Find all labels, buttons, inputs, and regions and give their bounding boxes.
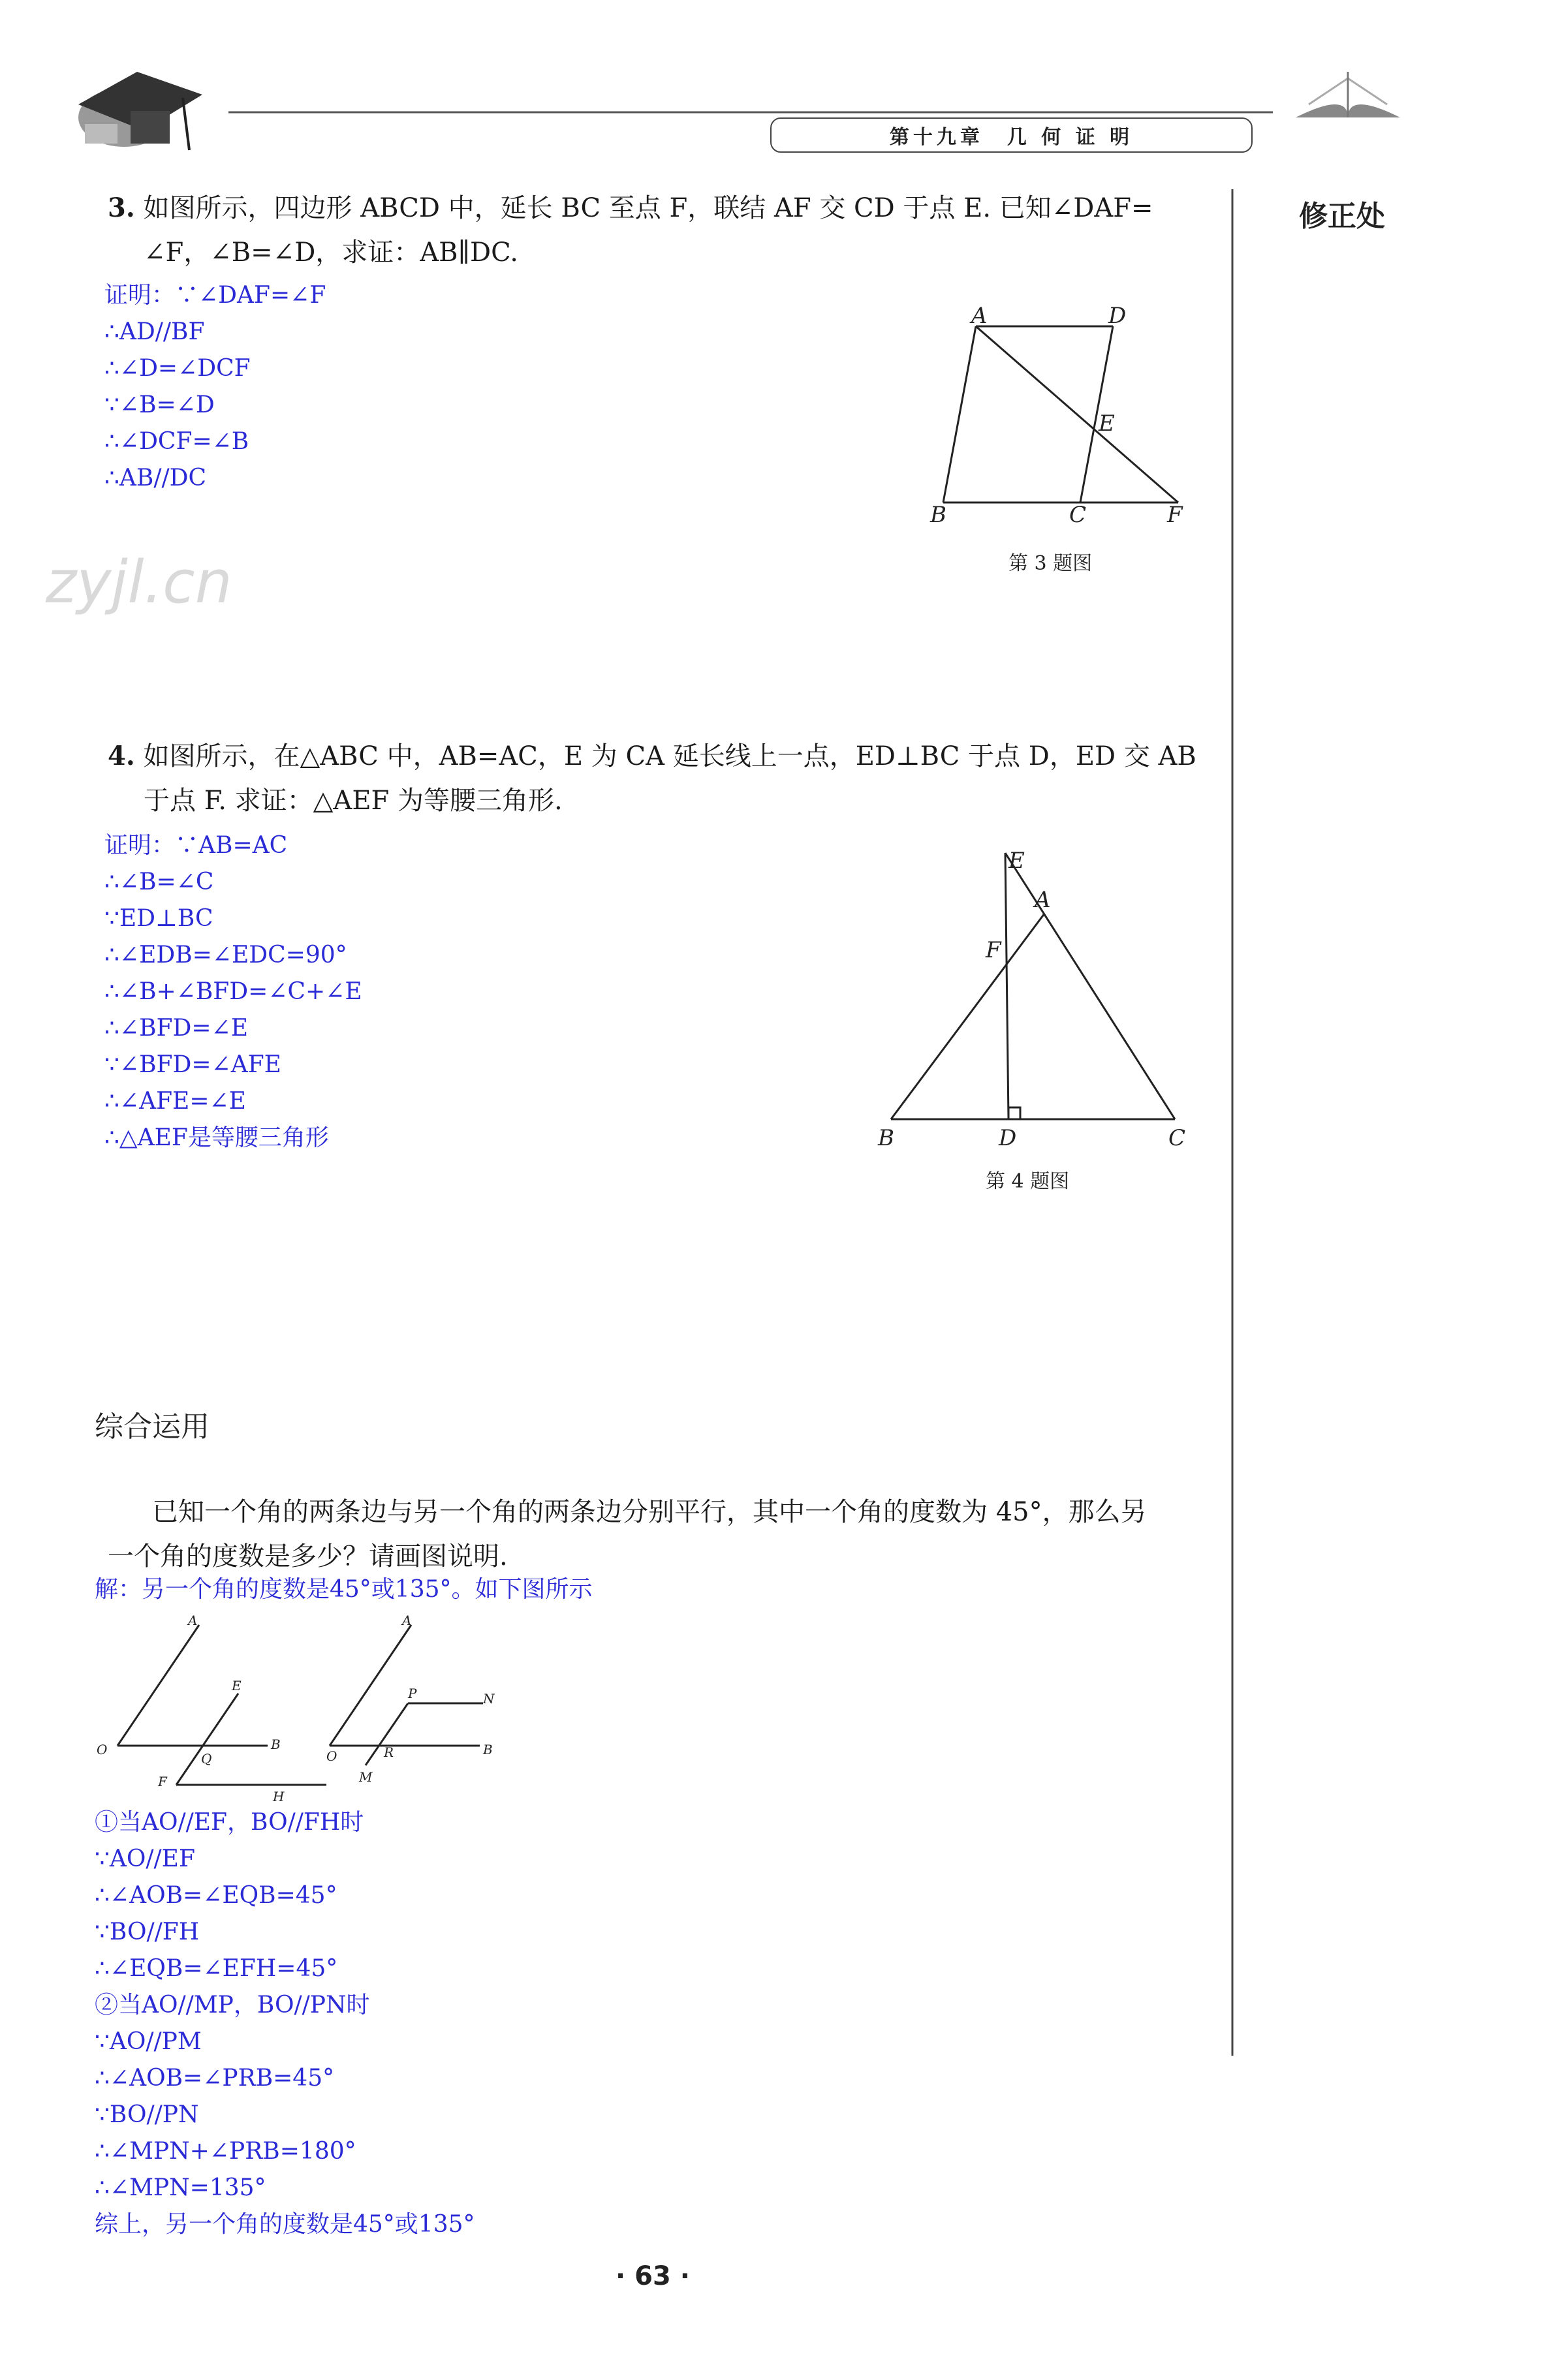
problem-3-number: 3. <box>108 193 135 223</box>
figure-5-right-label-r: R <box>384 1744 394 1760</box>
solution-line: ∴∠EDB=∠EDC=90° <box>104 942 347 968</box>
chapter-header <box>770 117 1253 153</box>
figure-4-label-f: F <box>986 937 1001 963</box>
solution-line: ②当AO//MP，BO//PN时 <box>95 1992 370 2018</box>
watermark: zyjl.cn <box>46 548 232 617</box>
problem-4-line-2: 于点 F. 求证：△AEF 为等腰三角形. <box>144 786 563 816</box>
page-number: · 63 · <box>616 2261 690 2291</box>
figure-5-right-label-m: M <box>359 1769 373 1785</box>
figure-5-left-label-e: E <box>232 1678 242 1693</box>
figure-5-left-label-b: B <box>271 1737 281 1752</box>
problem-4 <box>108 734 1230 823</box>
figure-3-label-e: E <box>1099 410 1115 437</box>
problem-5 <box>108 1490 1230 1579</box>
solution-line: ∴∠D=∠DCF <box>104 355 251 382</box>
solution-line: ∴∠BFD=∠E <box>104 1015 248 1042</box>
figure-4-label-b: B <box>878 1125 894 1151</box>
figure-3-label-b: B <box>930 502 946 528</box>
figure-3-caption: 第 3 题图 <box>1008 552 1093 575</box>
figure-4 <box>862 839 1227 1165</box>
figure-4-label-d: D <box>999 1125 1017 1151</box>
solution-line: ∵ED⊥BC <box>104 905 213 932</box>
problem-3-solution <box>104 277 326 497</box>
section-title: 综合运用 <box>95 1410 210 1444</box>
solution-line: ∵BO//FH <box>95 1919 200 1945</box>
problem-5-solution <box>95 1804 475 2243</box>
solution-line: ∴∠AOB=∠PRB=45° <box>95 2065 335 2092</box>
solution-line: ∵∠BFD=∠AFE <box>104 1051 281 1078</box>
figure-5-left-label-f: F <box>158 1774 167 1789</box>
problem-5-line-2: 一个角的度数是多少？请画图说明. <box>108 1541 508 1571</box>
solution-line: ∵∠B=∠D <box>104 392 215 418</box>
solution-line: 证明：∵AB=AC <box>104 832 288 859</box>
solution-line: ∴∠EQB=∠EFH=45° <box>95 1955 338 1982</box>
solution-line: 证明：∵∠DAF=∠F <box>104 282 326 309</box>
open-book-icon <box>1289 65 1407 124</box>
figure-3 <box>914 297 1214 538</box>
figure-3-label-f: F <box>1167 502 1183 528</box>
solution-line: ∴∠DCF=∠B <box>104 428 249 455</box>
chapter-title: 第十九章 几 何 证 明 <box>889 126 1134 149</box>
figure-5-left-label-o: O <box>97 1742 108 1757</box>
figure-4-label-c: C <box>1168 1125 1186 1151</box>
solution-line: ∴△AEF是等腰三角形 <box>104 1124 329 1151</box>
figure-5-left-label-q: Q <box>201 1751 212 1767</box>
figure-5-left-label-h: H <box>273 1789 285 1804</box>
figure-5-right-label-p: P <box>408 1686 417 1701</box>
problem-4-solution <box>104 827 362 1156</box>
figure-5-right-label-n: N <box>483 1691 495 1707</box>
solution-line: ∴∠MPN+∠PRB=180° <box>95 2138 356 2165</box>
correction-label: 修正处 <box>1299 200 1385 233</box>
solution-line: ∴∠AOB=∠EQB=45° <box>95 1882 337 1909</box>
solution-line: ∴∠MPN=135° <box>95 2174 266 2201</box>
figure-3-label-c: C <box>1069 502 1087 528</box>
margin-divider <box>1230 189 1234 2056</box>
solution-line: ∵AO//PM <box>95 2028 202 2055</box>
problem-4-number: 4. <box>108 741 135 771</box>
problem-5-line-1: 已知一个角的两条边与另一个角的两条边分别平行，其中一个角的度数为 45°，那么另 <box>152 1497 1147 1527</box>
solution-line: ①当AO//EF，BO//FH时 <box>95 1809 364 1836</box>
problem-4-line-1: 如图所示，在△ABC 中，AB=AC，E 为 CA 延长线上一点，ED⊥BC 于点 D，ED 交 AB <box>143 741 1196 771</box>
solution-line: ∴∠B=∠C <box>104 869 214 895</box>
problem-5-answer-intro: 解：另一个角的度数是45°或135°。如下图所示 <box>95 1576 593 1603</box>
figure-3-label-a: A <box>971 303 988 329</box>
solution-line: 综上，另一个角的度数是45°或135° <box>95 2211 475 2238</box>
figure-5-right-label-b: B <box>483 1742 493 1757</box>
figure-4-caption: 第 4 题图 <box>986 1170 1070 1193</box>
figure-4-label-a: A <box>1035 887 1051 913</box>
figure-5-left-label-a: A <box>188 1613 198 1628</box>
figure-5 <box>91 1612 516 1808</box>
figure-5-right-label-a: A <box>402 1613 412 1628</box>
solution-line: ∴AD//BF <box>104 318 205 345</box>
solution-line: ∵BO//PN <box>95 2101 199 2128</box>
problem-3-line-1: 如图所示，四边形 ABCD 中，延长 BC 至点 F，联结 AF 交 CD 于点 E. 已知∠DAF= <box>143 193 1153 223</box>
solution-line: ∴∠AFE=∠E <box>104 1088 246 1115</box>
figure-5-right-label-o: O <box>326 1748 337 1764</box>
solution-line: ∴AB//DC <box>104 465 207 491</box>
problem-3 <box>108 186 1230 275</box>
figure-4-label-e: E <box>1008 848 1025 874</box>
solution-line: ∴∠B+∠BFD=∠C+∠E <box>104 978 362 1005</box>
header-rule <box>228 110 1273 116</box>
graduation-cap-icon <box>65 59 215 170</box>
problem-3-line-2: ∠F，∠B=∠D，求证：AB∥DC. <box>144 238 519 268</box>
solution-line: ∵AO//EF <box>95 1846 195 1872</box>
figure-3-label-d: D <box>1108 303 1127 329</box>
